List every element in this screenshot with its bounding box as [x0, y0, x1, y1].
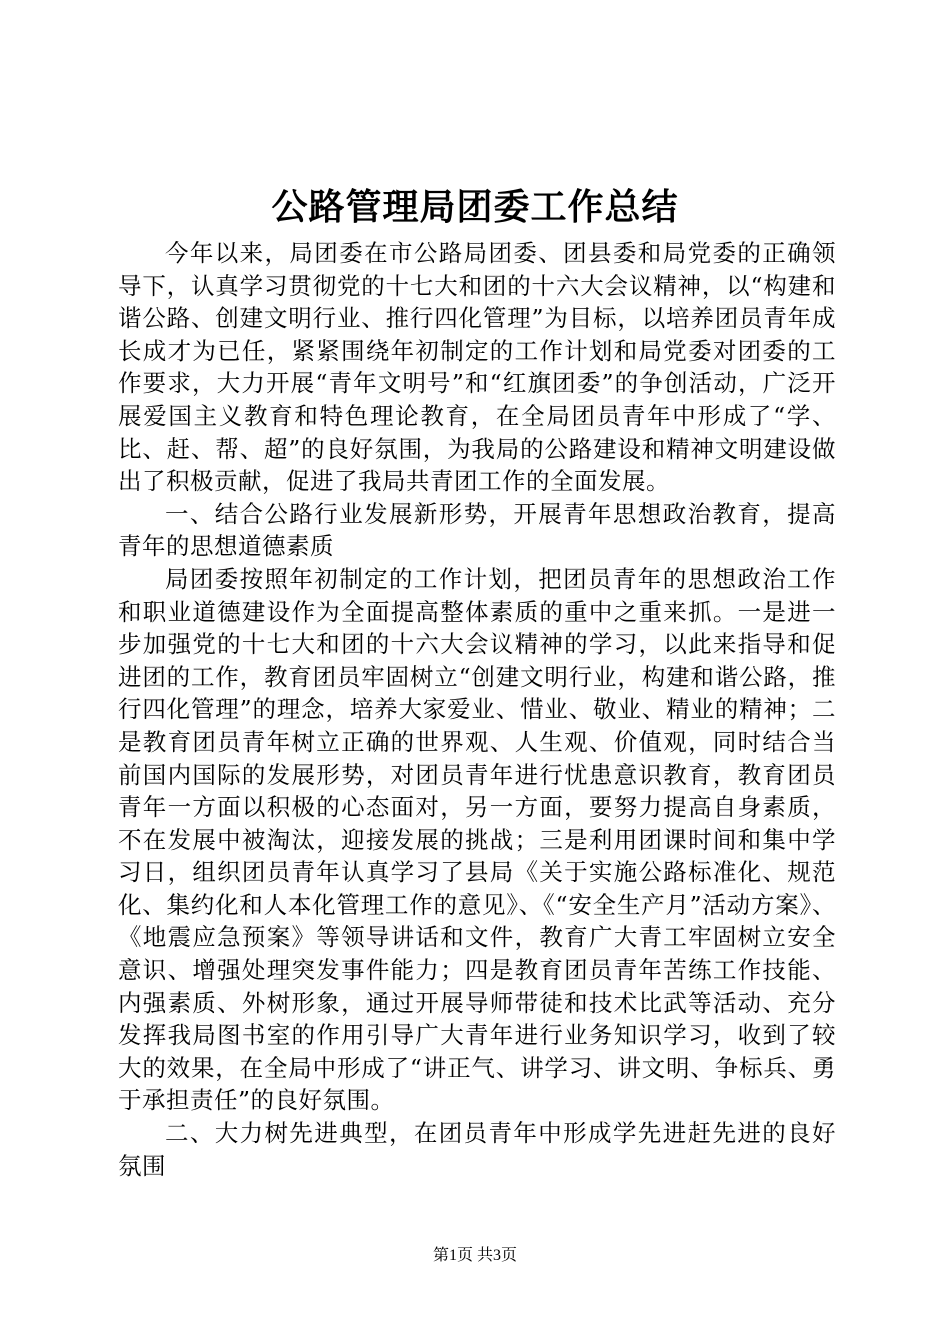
- section-1-paragraph: 局团委按照年初制定的工作计划，把团员青年的思想政治工作和职业道德建设作为全面提高整体素质的重中之重来抓。一是进一步加强党的十七大和团的十六大会议精神的学习，以此来指导和促进团的工作，教育团员牢固树立“创建文明行业，构建和谐公路，推行四化管理”的理念，培养大家爱业、惜业、敬业、精业的精神；二是教育团员青年树立正确的世界观、人生观、价值观，同时结合当前国内国际的发展形势，对团员青年进行忧患意识教育，教育团员青年一方面以积极的心态面对，另一方面，要努力提高自身素质，不在发展中被淘汰，迎接发展的挑战；三是利用团课时间和集中学习日，组织团员青年认真学习了县局《关于实施公路标准化、规范化、集约化和人本化管理工作的意见》、《“安全生产月”活动方案》、《地震应急预案》等领导讲话和文件，教育广大青工牢固树立安全意识、增强处理突发事件能力；四是教育团员青年苦练工作技能、内强素质、外树形象，通过开展导师带徒和技术比武等活动、充分发挥我局图书室的作用引导广大青年进行业务知识学习，收到了较大的效果，在全局中形成了“讲正气、讲学习、讲文明、争标兵、勇于承担责任”的良好氛围。: [118, 564, 836, 1115]
- intro-paragraph: 今年以来，局团委在市公路局团委、团县委和局党委的正确领导下，认真学习贯彻党的十七大和团的十六大会议精神，以“构建和谐公路、创建文明行业、推行四化管理”为目标，以培养团员青年成长成才为已任，紧紧围绕年初制定的工作计划和局党委对团委的工作要求，大力开展“青年文明号”和“红旗团委”的争创活动，广泛开展爱国主义教育和特色理论教育，在全局团员青年中形成了“学、比、赶、帮、超”的良好氛围，为我局的公路建设和精神文明建设做出了积极贡献，促进了我局共青团工作的全面发展。: [118, 239, 836, 496]
- section-heading-2: 二、大力树先进典型，在团员青年中形成学先进赶先进的良好氛围: [118, 1119, 836, 1180]
- document-title: 公路管理局团委工作总结: [271, 186, 679, 228]
- document-body: [118, 237, 836, 1182]
- page-number-footer: 第1页 共3页: [432, 1247, 517, 1264]
- section-heading-1: 一、结合公路行业发展新形势，开展青年思想政治教育，提高青年的思想道德素质: [118, 499, 836, 561]
